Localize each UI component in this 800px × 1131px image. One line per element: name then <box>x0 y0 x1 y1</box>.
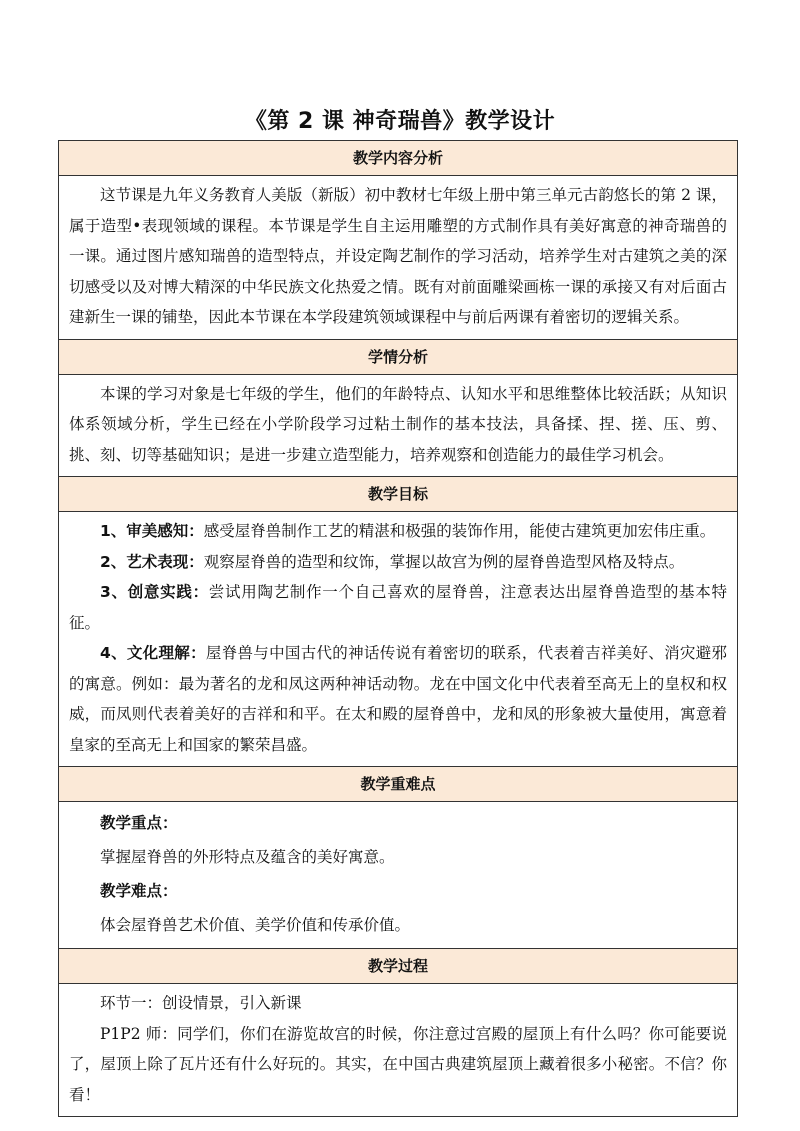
section-body-content-analysis <box>59 175 737 339</box>
content-analysis-text: 这节课是九年义务教育人美版（新版）初中教材七年级上册中第三单元古韵悠长的第 2 课，属于造型•表现领域的课程。本节课是学生自主运用雕塑的方式制作具有美好寓意的神奇瑞兽的一课。通过图片感知瑞兽的造型特点，并设定陶艺制作的学习活动，培养学生对古建筑之美的深切感受以及对博大精深的中华民族文化热爱之情。既有对前面雕梁画栋一课的承接又有对后面古建新生一课的铺垫，因此本节课在本学段建筑领域课程中与前后两课有着密切的逻辑关系。 <box>69 186 727 326</box>
difficulty-text: 体会屋脊兽艺术价值、美学价值和传承价值。 <box>100 916 411 934</box>
objective-lead: 1、审美感知： <box>100 522 204 540</box>
focus-label: 教学重点： <box>100 814 178 832</box>
process-step-text: P1P2 师：同学们，你们在游览故宫的时候，你注意过宫殿的屋顶上有什么吗？你可能要说了，屋顶上除了瓦片还有什么好玩的。其实，在中国古典建筑屋顶上藏着很多小秘密。不信？你看！ <box>69 1024 727 1104</box>
student-analysis-text: 本课的学习对象是七年级的学生，他们的年龄特点、认知水平和思维整体比较活跃；从知识体系领域分析，学生已经在小学阶段学习过粘土制作的基本技法，具备揉、捏、搓、压、剪、挑、刻、切等基础知识；是进一步建立造型能力，培养观察和创造能力的最佳学习机会。 <box>69 384 727 464</box>
objective-text: 屋脊兽与中国古代的神话传说有着密切的联系，代表着吉祥美好、消灾避邪的寓意。例如：最为著名的龙和凤这两种神话动物。龙在中国文化中代表着至高无上的皇权和权威，而凤则代表着美好的吉祥和和平。在太和殿的屋脊兽中，龙和凤的形象被大量使用，寓意着皇家的至高无上和国家的繁荣昌盛。 <box>69 644 727 754</box>
process-step-title: 环节一：创设情景，引入新课 <box>100 994 302 1012</box>
section-body-objectives <box>59 511 737 766</box>
document-title: 《第 2 课 神奇瑞兽》教学设计 <box>244 109 556 134</box>
focus-text: 掌握屋脊兽的外形特点及蕴含的美好寓意。 <box>100 848 395 866</box>
difficulty-label: 教学难点： <box>100 882 178 900</box>
section-heading-key-points: 教学重难点 <box>59 766 737 801</box>
objective-text: 观察屋脊兽的造型和纹饰，掌握以故宫为例的屋脊兽造型风格及特点。 <box>203 552 685 571</box>
objective-item <box>69 577 727 638</box>
objective-lead: 2、艺术表现： <box>100 552 204 571</box>
section-body-process <box>59 983 737 1116</box>
objective-item <box>69 638 727 760</box>
objective-text: 感受屋脊兽制作工艺的精湛和极强的装饰作用，能使古建筑更加宏伟庄重。 <box>203 522 716 540</box>
section-heading-student-analysis: 学情分析 <box>59 339 737 374</box>
section-heading-objectives: 教学目标 <box>59 476 737 511</box>
lesson-plan-table <box>58 140 738 1117</box>
section-body-student-analysis <box>59 374 737 477</box>
objective-lead: 4、文化理解： <box>100 644 206 662</box>
objective-item <box>69 516 727 547</box>
objective-text: 尝试用陶艺制作一个自己喜欢的屋脊兽，注意表达出屋脊兽造型的基本特征。 <box>69 583 727 632</box>
section-body-key-points <box>59 801 737 948</box>
objective-item <box>69 547 727 578</box>
section-heading-process: 教学过程 <box>59 948 737 983</box>
section-heading-content-analysis: 教学内容分析 <box>59 141 737 175</box>
objective-lead: 3、创意实践： <box>100 583 209 601</box>
